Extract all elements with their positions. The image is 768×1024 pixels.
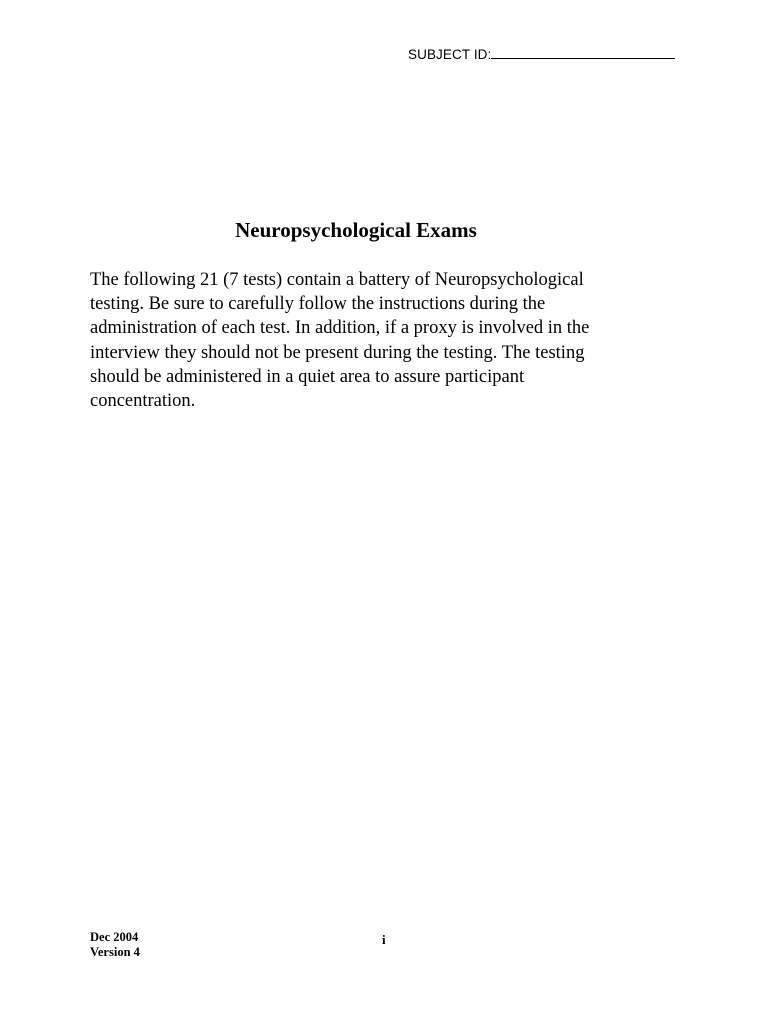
intro-line: should be administered in a quiet area to assure participant <box>90 366 525 387</box>
subject-id-label: SUBJECT ID: <box>408 47 492 62</box>
subject-id-field <box>408 45 675 62</box>
intro-line: interview they should not be present during the testing. The testing <box>90 342 585 363</box>
intro-paragraph <box>90 268 650 413</box>
footer-version-info <box>90 930 140 960</box>
subject-id-blank-line <box>491 45 675 59</box>
intro-line: testing. Be sure to carefully follow the instructions during the <box>90 294 546 315</box>
intro-line: concentration. <box>90 391 196 412</box>
footer-date: Dec 2004 <box>90 930 139 944</box>
intro-line: administration of each test. In addition, if a proxy is involved in the <box>90 318 590 339</box>
page-title: Neuropsychological Exams <box>235 218 477 242</box>
page-number: i <box>382 932 386 947</box>
intro-line: The following 21 (7 tests) contain a battery of Neuropsychological <box>90 270 584 290</box>
footer-version: Version 4 <box>90 945 140 959</box>
